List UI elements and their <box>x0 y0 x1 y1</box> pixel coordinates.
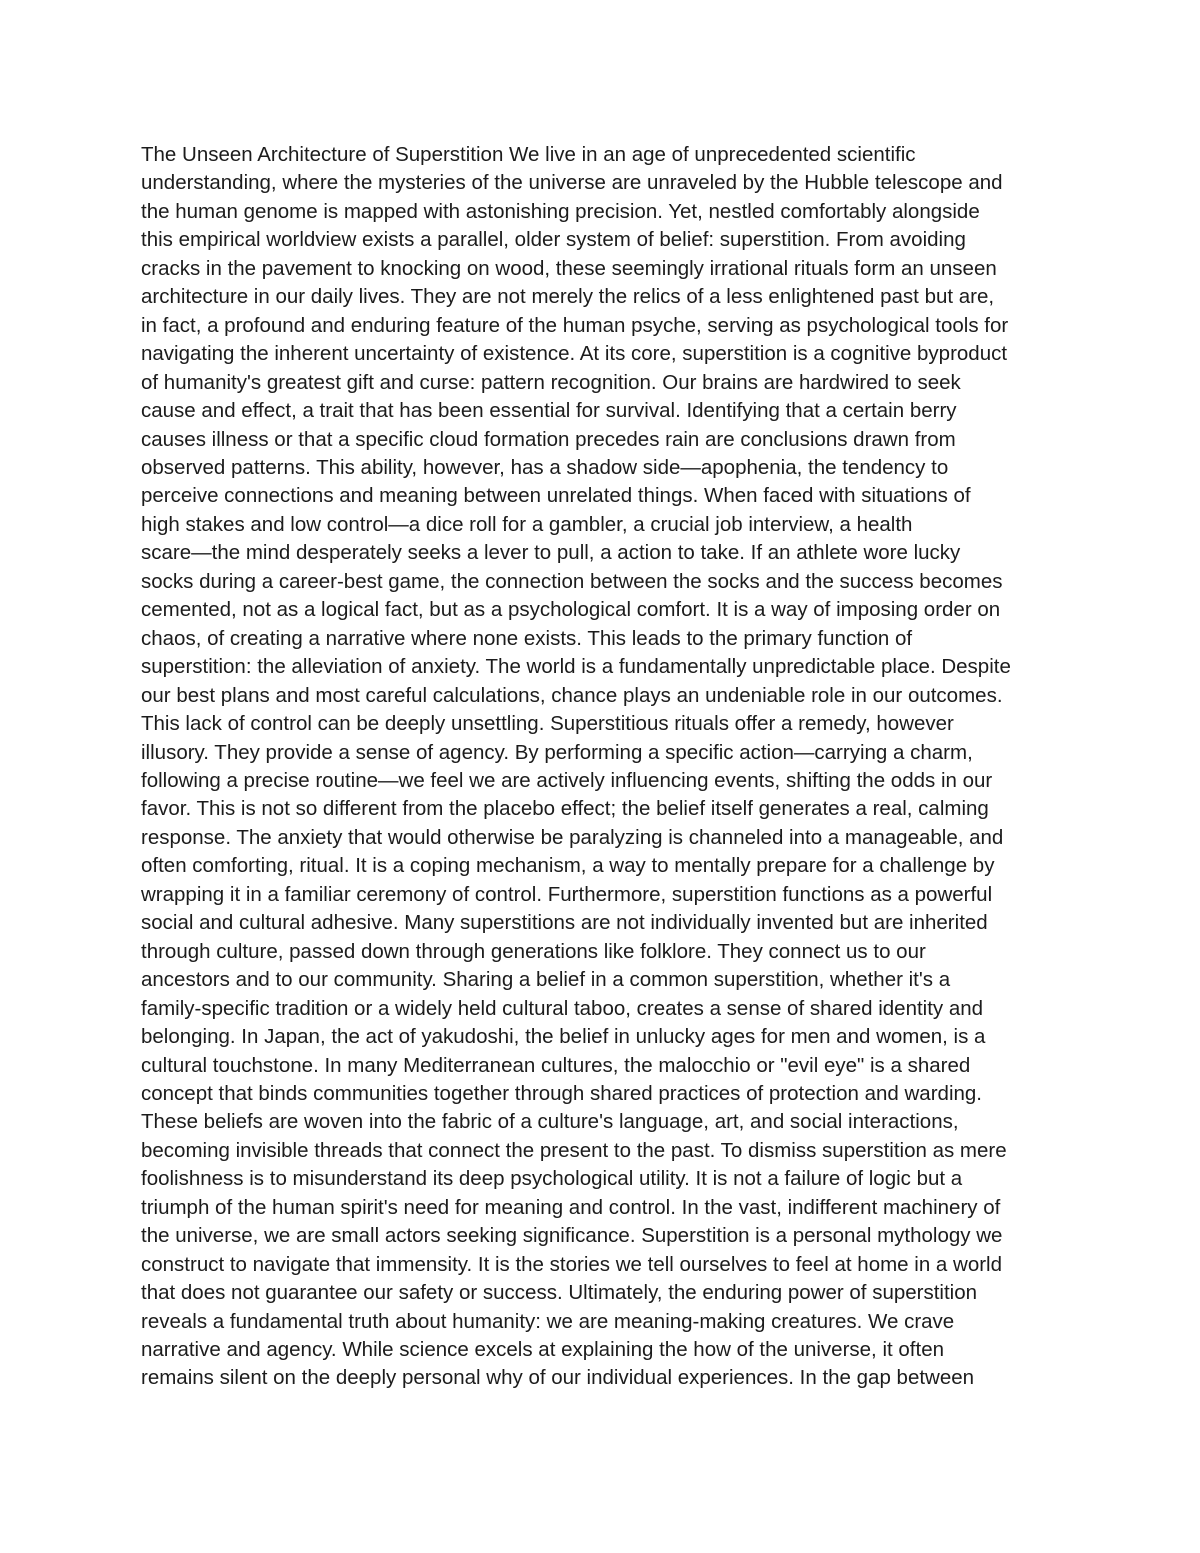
text-line: understanding, where the mysteries of the universe are unraveled by the Hubble telescope and <box>141 171 1003 195</box>
text-line: navigating the inherent uncertainty of existence. At its core, superstition is a cognitive byproduct <box>141 342 1008 366</box>
text-line: cause and effect, a trait that has been essential for survival. Identifying that a certain berry <box>141 399 957 423</box>
text-line: cracks in the pavement to knocking on wood, these seemingly irrational rituals form an unseen <box>141 256 997 280</box>
text-line: This lack of control can be deeply unsettling. Superstitious rituals offer a remedy, however <box>141 712 954 736</box>
text-line: the human genome is mapped with astonishing precision. Yet, nestled comfortably alongside <box>141 199 980 223</box>
text-line: ancestors and to our community. Sharing a belief in a common superstition, whether it's a <box>141 968 951 992</box>
text-line: high stakes and low control—a dice roll for a gambler, a crucial job interview, a health <box>141 512 913 536</box>
text-line: scare—the mind desperately seeks a lever to pull, a action to take. If an athlete wore lucky <box>141 541 961 565</box>
text-line: cemented, not as a logical fact, but as a psychological comfort. It is a way of imposing order on <box>141 598 1001 622</box>
text-line: causes illness or that a specific cloud formation precedes rain are conclusions drawn from <box>141 427 956 451</box>
text-line: illusory. They provide a sense of agency. By performing a specific action—carrying a charm, <box>141 740 973 764</box>
text-line: concept that binds communities together through shared practices of protection and warding. <box>141 1081 982 1105</box>
body-text <box>141 141 1071 1393</box>
text-line: the universe, we are small actors seeking significance. Superstition is a personal mythology we <box>141 1224 1003 1248</box>
text-line: that does not guarantee our safety or success. Ultimately, the enduring power of superstition <box>141 1281 978 1305</box>
text-line: belonging. In Japan, the act of yakudoshi, the belief in unlucky ages for men and women, is a <box>141 1025 986 1049</box>
text-line: foolishness is to misunderstand its deep psychological utility. It is not a failure of logic but a <box>141 1167 963 1191</box>
text-line: of humanity's greatest gift and curse: pattern recognition. Our brains are hardwired to seek <box>141 370 961 394</box>
text-line: superstition: the alleviation of anxiety. The world is a fundamentally unpredictable place. Despite <box>141 655 1011 679</box>
text-line: cultural touchstone. In many Mediterranean cultures, the malocchio or "evil eye" is a shared <box>141 1053 971 1077</box>
text-line: remains silent on the deeply personal why of our individual experiences. In the gap between <box>141 1366 975 1390</box>
text-line: observed patterns. This ability, however, has a shadow side—apophenia, the tendency to <box>141 455 949 479</box>
text-line: perceive connections and meaning between unrelated things. When faced with situations of <box>141 484 971 508</box>
text-line: architecture in our daily lives. They are not merely the relics of a less enlightened past but are, <box>141 285 995 309</box>
text-line: triumph of the human spirit's need for meaning and control. In the vast, indifferent machinery of <box>141 1195 1001 1219</box>
text-line: narrative and agency. While science excels at explaining the how of the universe, it often <box>141 1338 944 1362</box>
text-line: family-specific tradition or a widely held cultural taboo, creates a sense of shared identity and <box>141 996 984 1020</box>
text-line: through culture, passed down through generations like folklore. They connect us to our <box>141 939 926 963</box>
text-line: this empirical worldview exists a parallel, older system of belief: superstition. From avoiding <box>141 228 966 252</box>
text-line: social and cultural adhesive. Many superstitions are not individually invented but are inherited <box>141 911 988 935</box>
text-line: response. The anxiety that would otherwise be paralyzing is channeled into a manageable, and <box>141 825 1004 849</box>
text-line: following a precise routine—we feel we are actively influencing events, shifting the odds in our <box>141 768 993 792</box>
text-line: These beliefs are woven into the fabric of a culture's language, art, and social interactions, <box>141 1110 959 1134</box>
text-line: our best plans and most careful calculations, chance plays an undeniable role in our outcomes. <box>141 683 1003 707</box>
text-line: often comforting, ritual. It is a coping mechanism, a way to mentally prepare for a challenge by <box>141 854 995 878</box>
text-line: The Unseen Architecture of Superstition We live in an age of unprecedented scientific <box>141 143 916 166</box>
text-line: in fact, a profound and enduring feature of the human psyche, serving as psychological tools for <box>141 313 1009 337</box>
text-line: reveals a fundamental truth about humanity: we are meaning-making creatures. We crave <box>141 1309 955 1333</box>
text-line: construct to navigate that immensity. It is the stories we tell ourselves to feel at home in a world <box>141 1252 1003 1276</box>
text-line: socks during a career-best game, the connection between the socks and the success becomes <box>141 569 1003 593</box>
text-line: wrapping it in a familiar ceremony of control. Furthermore, superstition functions as a powerful <box>141 882 993 906</box>
text-line: chaos, of creating a narrative where none exists. This leads to the primary function of <box>141 626 913 650</box>
text-line: favor. This is not so different from the placebo effect; the belief itself generates a real, calming <box>141 797 989 821</box>
text-line: becoming invisible threads that connect the present to the past. To dismiss superstition as mere <box>141 1138 1007 1162</box>
